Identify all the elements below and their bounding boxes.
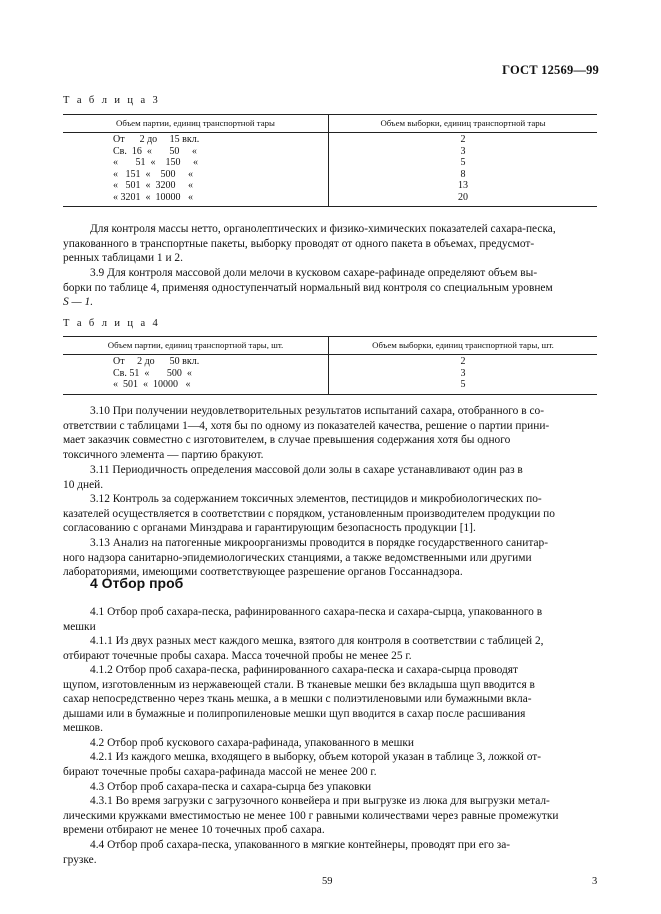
table4 xyxy=(63,336,597,395)
paragraph-3-10 xyxy=(63,404,598,462)
page-number: 59 xyxy=(322,876,333,887)
paragraph-3-12 xyxy=(63,492,598,536)
table4-caption: Т а б л и ц а 4 xyxy=(63,318,161,329)
table-cell: 5 xyxy=(460,379,466,390)
text-line: времени отбирают не менее 10 точечных проб сахара. xyxy=(63,824,325,837)
text-line: 4.4 Отбор проб сахара-песка, упакованного в мягкие контейнеры, проводят при его за- xyxy=(90,839,511,851)
table-cell: Св. 51 « 500 « xyxy=(113,367,192,379)
table-cell: От 2 до 50 вкл. xyxy=(113,356,200,367)
table4-col2-header: Объем выборки, единиц транспортной тары, шт. xyxy=(329,337,598,355)
text-line: мешки xyxy=(63,620,96,633)
text-line: 3.12 Контроль за содержанием токсичных элементов, пестицидов и микробиологических по- xyxy=(90,493,542,505)
text-line: упакованного в транспортные пакеты, выборку проводят от одного пакета в объемах, предусмот- xyxy=(63,237,535,250)
text-line: отбирают точечные пробы сахара. Масса точечной пробы не менее 25 г. xyxy=(63,649,412,662)
table-cell: Св. 16 « 50 « xyxy=(113,145,197,157)
paragraph-4-4 xyxy=(63,838,598,867)
table-cell: 5 xyxy=(460,157,466,168)
text-line: 4.3 Отбор проб сахара-песка и сахара-сырца без упаковки xyxy=(90,781,372,793)
paragraph-3-13 xyxy=(63,536,598,580)
table-cell: 8 xyxy=(460,168,466,180)
table3-col1-header: Объем партии, единиц транспортной тары xyxy=(63,115,329,133)
text-line: ответствии с таблицами 1—4, хотя бы по одному из показателей качества, решение о партии прини- xyxy=(63,419,550,432)
text-line: 4.1.1 Из двух разных мест каждого мешка, взятого для контроля в соответствии с таблицей 2, xyxy=(90,635,544,647)
text-line: 10 дней. xyxy=(63,478,104,491)
paragraph-4-2-1 xyxy=(63,750,598,779)
table4-sample-cell xyxy=(329,355,598,395)
text-line: 4.2.1 Из каждого мешка, входящего в выборку, объем которой указан в таблице 3, ложкой от- xyxy=(90,751,542,763)
text-line: щупом, изготовленным из нержавеющей стали. В тканевые мешки без вкладыша щуп вводится в xyxy=(63,678,535,691)
text-line: 4.1 Отбор проб сахара-песка, рафинированного сахара-песка и сахара-сырца, упакованного в xyxy=(90,606,543,618)
text-line: казателей осуществляется в соответствии с порядком, установленным производителем продукции по xyxy=(63,507,555,520)
table3-caption: Т а б л и ц а 3 xyxy=(63,95,161,106)
text-line: 4.2 Отбор проб кускового сахара-рафинада, упакованного в мешки xyxy=(90,737,414,749)
table-cell: 2 xyxy=(460,134,466,145)
table-cell: « 3201 « 10000 « xyxy=(113,191,193,203)
paragraph-4-1-2 xyxy=(63,663,598,736)
standard-header: ГОСТ 12569—99 xyxy=(502,63,599,77)
text-line: ренных таблицами 1 и 2. xyxy=(63,252,183,265)
text-line: 3.11 Периодичность определения массовой доли золы в сахаре устанавливают один раз в xyxy=(90,464,523,476)
table4-col1-header: Объем партии, единиц транспортной тары, шт. xyxy=(63,337,329,355)
text-line: дышами или в бумажные и полипропиленовые мешки щуп вводится в сахар после расшивания xyxy=(63,707,526,720)
text-line: ного надзора санитарно-эпидемиологических станциями, а также ведомственными или другими xyxy=(63,551,532,564)
text-line: лическими кружками вместимостью не менее 100 г равными количествами через равные промежутки xyxy=(63,809,559,822)
text-line: грузке. xyxy=(63,853,97,866)
section-4-title: 4 Отбор проб xyxy=(90,575,184,591)
paragraph-packets xyxy=(63,222,598,266)
table4-lot-cell xyxy=(63,355,329,395)
text-line: 3.13 Анализ на патогенные микроорганизмы проводится в порядке государственного санитар- xyxy=(90,537,548,549)
table-cell: 20 xyxy=(458,191,468,203)
table-cell: « 501 « 3200 « xyxy=(113,180,193,191)
text-line: мает заказчик совместно с изготовителем, в случае превышения содержания хотя бы одного xyxy=(63,434,511,447)
text-line: 3.9 Для контроля массовой доли мелочи в кусковом сахаре-рафинаде определяют объем вы- xyxy=(90,267,538,279)
paragraph-4-3 xyxy=(90,780,598,795)
table-cell: « 501 « 10000 « xyxy=(113,379,191,390)
text-line: лабораториями, имеющими соответствующее разрешение органов Госсаннадзора. xyxy=(63,566,463,579)
text-line: бирают точечные пробы сахара-рафинада массой не менее 200 г. xyxy=(63,765,377,778)
table-cell: 13 xyxy=(458,180,468,191)
text-line: сахар непосредственно через ткань мешка, а в мешки с полиэтиленовыми или бумажными вкла- xyxy=(63,693,532,706)
table-cell: 3 xyxy=(460,367,466,379)
table3 xyxy=(63,114,597,207)
table-cell: 2 xyxy=(460,356,466,367)
table3-lot-cell xyxy=(63,133,329,207)
text-line: борки по таблице 4, применяя одноступенчатый нормальный вид контроля со специальным уровнем xyxy=(63,281,553,294)
text-line: 3.10 При получении неудовлетворительных результатов испытаний сахара, отобранного в со- xyxy=(90,405,544,417)
table-cell: 3 xyxy=(460,145,466,157)
table-cell: « 151 « 500 « xyxy=(113,168,193,180)
table-cell: От 2 до 15 вкл. xyxy=(113,134,200,145)
paragraph-4-1 xyxy=(63,605,598,634)
paragraph-3-11 xyxy=(63,463,598,492)
sheet-number: 3 xyxy=(592,876,598,887)
text-line: мешков. xyxy=(63,722,103,735)
table3-col2-header: Объем выборки, единиц транспортной тары xyxy=(329,115,598,133)
table-cell: « 51 « 150 « xyxy=(113,157,198,168)
text-line: 4.1.2 Отбор проб сахара-песка, рафинированного сахара-песка и сахара-сырца проводят xyxy=(90,664,518,676)
text-line: 4.3.1 Во время загрузки с загрузочного конвейера и при выгрузке из люка для выгрузки метал- xyxy=(90,795,550,807)
text-line: согласованию с органами Минздрава и гарантирующим безопасность продукции [1]. xyxy=(63,522,476,535)
table3-sample-cell xyxy=(329,133,598,207)
paragraph-4-1-1 xyxy=(63,634,598,663)
paragraph-4-3-1 xyxy=(63,794,598,838)
text-line: S — 1. xyxy=(63,296,94,309)
text-line: токсичного элемента — партию бракуют. xyxy=(63,448,264,461)
text-line: Для контроля массы нетто, органолептических и физико-химических показателей сахара-песка, xyxy=(90,223,556,235)
paragraph-3-9 xyxy=(63,266,598,310)
paragraph-4-2 xyxy=(90,736,598,751)
